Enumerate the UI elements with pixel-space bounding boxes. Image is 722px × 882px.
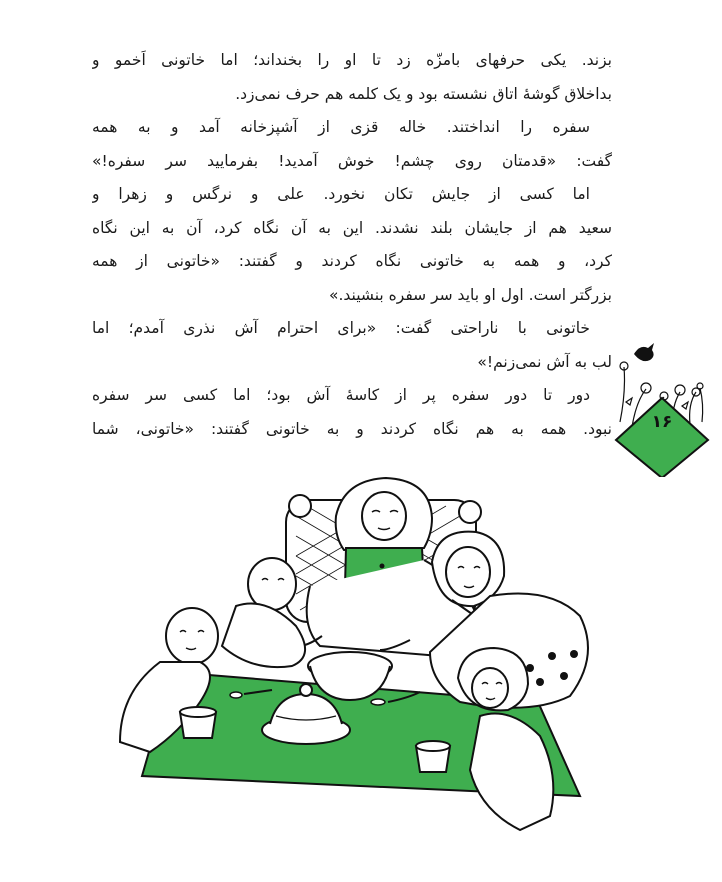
text-line: گفت: «قدمتان روی چشم! خوش آمدید! بفرمایید سر سفره!»: [92, 151, 612, 170]
page-number: ۱۶: [651, 412, 673, 432]
text-line: خاتونی با ناراحتی گفت: «برای احترام آش نذری آمدم؛ اما: [92, 319, 590, 337]
page-number-badge: [612, 332, 712, 477]
text-line: نبود. همه به هم نگاه کردند و به خاتونی گفتند: «خاتونی، شما: [92, 419, 612, 438]
family-sofreh-illustration: [60, 476, 660, 876]
text-line: سفره را انداختند. خاله قزی از آشپزخانه آمد و به همه: [92, 118, 590, 136]
text-line: بداخلاق گوشهٔ اتاق نشسته بود و یک کلمه هم حرف نمی‌زد.: [235, 84, 612, 103]
bird-icon: [634, 343, 654, 361]
text-line: کرد، و همه به خاتونی نگاه کردند و گفتند: «خاتونی از همه: [92, 252, 612, 270]
text-line: بزرگتر است. اول او باید سر سفره بنشیند.»: [329, 285, 612, 304]
text-line: سعید هم از جایشان بلند نشدند. این به آن نگاه کرد، آن به این نگاه: [92, 218, 612, 237]
text-line: بزند. یکی حرفهای بامزّه زد تا او را بخنداند؛ اما خاتونی اَخمو و: [92, 51, 612, 69]
text-line: دور تا دور سفره پر از کاسهٔ آش بود؛ اما کسی سر سفره: [92, 386, 590, 404]
story-text: [92, 44, 612, 446]
text-line: لب به آش نمی‌زنم!»: [477, 352, 612, 371]
text-line: اما کسی از جایش تکان نخورد. علی و نرگس و زهرا و: [92, 185, 590, 203]
green-diamond: [616, 398, 708, 477]
